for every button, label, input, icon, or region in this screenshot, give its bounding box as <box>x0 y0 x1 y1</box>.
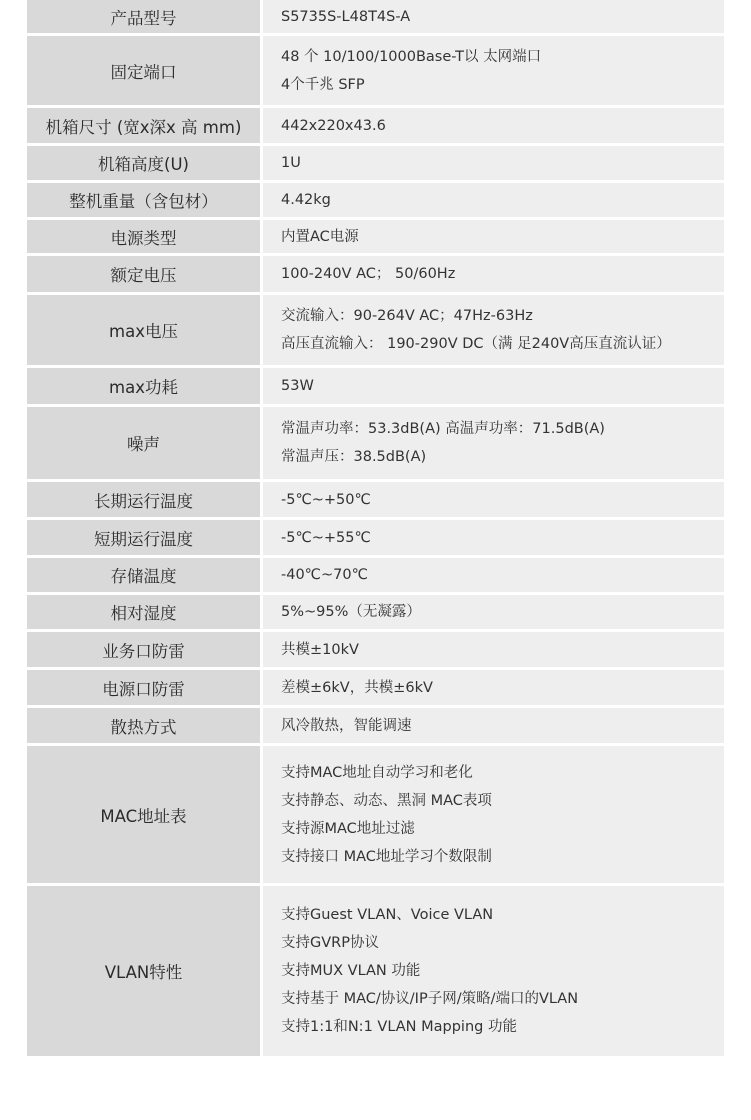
spec-value-line: 交流输入：90-264V AC；47Hz-63Hz <box>281 308 533 324</box>
spec-label: max功耗 <box>27 368 260 404</box>
spec-value <box>263 746 724 883</box>
spec-value-line: 4个千兆 SFP <box>281 76 365 93</box>
spec-label: 机箱尺寸 (宽x深x 高 mm) <box>27 108 260 143</box>
spec-label: 短期运行温度 <box>27 520 260 555</box>
spec-value <box>263 708 724 743</box>
spec-value-line: 支持MUX VLAN 功能 <box>281 963 421 979</box>
spec-value <box>263 595 724 629</box>
spec-row-model <box>27 0 724 33</box>
spec-value-line: 共模±10kV <box>281 641 359 658</box>
spec-value <box>263 558 724 592</box>
spec-value-line: 内置AC电源 <box>281 228 359 245</box>
spec-label: MAC地址表 <box>27 746 260 883</box>
spec-value <box>263 36 724 105</box>
spec-value <box>263 482 724 517</box>
spec-value-line: 支持基于 MAC/协议/IP子网/策略/端口的VLAN <box>281 991 579 1007</box>
spec-row-cooling <box>27 708 724 743</box>
spec-row-weight <box>27 183 724 217</box>
spec-label: VLAN特性 <box>27 886 260 1056</box>
spec-row-storage-temp <box>27 558 724 592</box>
spec-value-line: S5735S-L48T4S-A <box>281 8 411 25</box>
spec-value <box>263 632 724 667</box>
spec-value-line: 53W <box>281 378 314 394</box>
spec-row-noise <box>27 407 724 479</box>
spec-value-line: 差模±6kV，共模±6kV <box>281 679 433 696</box>
spec-value-line: 常温声功率：53.3dB(A) 高温声功率：71.5dB(A) <box>281 421 605 437</box>
spec-value <box>263 256 724 292</box>
spec-value <box>263 183 724 217</box>
spec-value <box>263 295 724 365</box>
spec-row-service-lightning <box>27 632 724 667</box>
spec-label: 散热方式 <box>27 708 260 743</box>
spec-value <box>263 670 724 705</box>
spec-row-rated-voltage <box>27 256 724 292</box>
spec-label: 业务口防雷 <box>27 632 260 667</box>
spec-value-line: 常温声压：38.5dB(A) <box>281 449 427 465</box>
spec-label: 噪声 <box>27 407 260 479</box>
spec-label: 存储温度 <box>27 558 260 592</box>
spec-value-line: 支持Guest VLAN、Voice VLAN <box>281 907 494 923</box>
spec-value-line: 支持MAC地址自动学习和老化 <box>281 764 473 781</box>
spec-row-vlan <box>27 886 724 1056</box>
spec-value <box>263 146 724 180</box>
spec-value-line: 支持源MAC地址过滤 <box>281 820 415 837</box>
spec-value <box>263 407 724 479</box>
spec-table <box>27 0 724 1059</box>
spec-row-short-temp <box>27 520 724 555</box>
spec-row-long-temp <box>27 482 724 517</box>
spec-value <box>263 886 724 1056</box>
spec-value-line: 风冷散热，智能调速 <box>281 717 412 734</box>
spec-label: 额定电压 <box>27 256 260 292</box>
spec-label: 电源口防雷 <box>27 670 260 705</box>
spec-label: 固定端口 <box>27 36 260 105</box>
spec-row-power-type <box>27 220 724 253</box>
spec-row-ports <box>27 36 724 105</box>
spec-row-humidity <box>27 595 724 629</box>
spec-value-line: 5%~95%（无凝露） <box>281 604 421 620</box>
spec-row-max-power <box>27 368 724 404</box>
spec-value <box>263 220 724 253</box>
spec-value-line: 支持接口 MAC地址学习个数限制 <box>281 848 492 865</box>
spec-value <box>263 108 724 143</box>
spec-value-line: -5℃~+50℃ <box>281 491 371 508</box>
spec-label: 机箱高度(U) <box>27 146 260 180</box>
spec-value-line: 支持1:1和N:1 VLAN Mapping 功能 <box>281 1019 517 1035</box>
spec-label: max电压 <box>27 295 260 365</box>
spec-value-line: 支持静态、动态、黑洞 MAC表项 <box>281 792 492 809</box>
spec-label: 产品型号 <box>27 0 260 33</box>
spec-value-line: 1U <box>281 155 301 171</box>
spec-value <box>263 368 724 404</box>
spec-row-mac-table <box>27 746 724 883</box>
spec-row-dimensions <box>27 108 724 143</box>
spec-value <box>263 520 724 555</box>
spec-row-height <box>27 146 724 180</box>
spec-row-max-voltage <box>27 295 724 365</box>
spec-label: 整机重量（含包材） <box>27 183 260 217</box>
spec-value-line: -40℃~70℃ <box>281 567 368 583</box>
spec-label: 长期运行温度 <box>27 482 260 517</box>
spec-label: 相对湿度 <box>27 595 260 629</box>
spec-label: 电源类型 <box>27 220 260 253</box>
spec-row-power-lightning <box>27 670 724 705</box>
spec-value-line: 442x220x43.6 <box>281 117 386 134</box>
spec-value-line: -5℃~+55℃ <box>281 529 371 546</box>
spec-value <box>263 0 724 33</box>
spec-value-line: 100-240V AC； 50/60Hz <box>281 266 456 282</box>
spec-value-line: 高压直流输入： 190-290V DC（满 足240V高压直流认证） <box>281 336 671 352</box>
spec-value-line: 48 个 10/100/1000Base-T以 太网端口 <box>281 48 542 65</box>
spec-value-line: 4.42kg <box>281 192 331 208</box>
spec-value-line: 支持GVRP协议 <box>281 935 379 951</box>
